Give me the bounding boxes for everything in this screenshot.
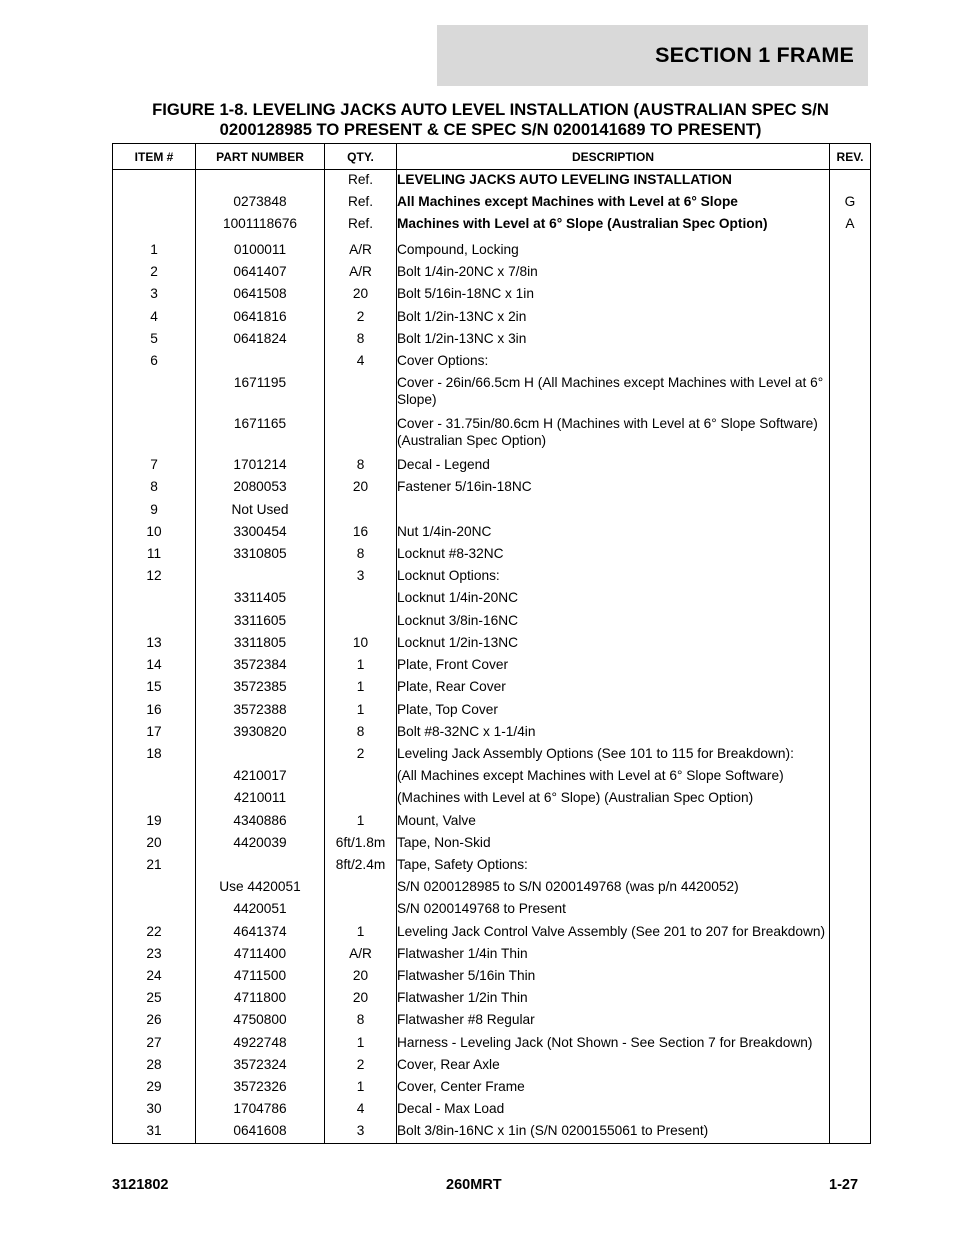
cell-description: Decal - Max Load — [397, 1098, 830, 1120]
cell-description: All Machines except Machines with Level at 6° Slope — [397, 191, 830, 213]
cell-rev — [830, 261, 871, 283]
table-row — [113, 832, 871, 854]
cell-description: Locknut Options: — [397, 565, 830, 587]
cell-part-number: 3311805 — [196, 632, 325, 654]
cell-item — [113, 876, 196, 898]
cell-description: Flatwasher 5/16in Thin — [397, 965, 830, 987]
cell-item: 28 — [113, 1054, 196, 1076]
cell-qty: 1 — [325, 810, 397, 832]
cell-description: Bolt 5/16in-18NC x 1in — [397, 283, 830, 305]
cell-item — [113, 587, 196, 609]
cell-part-number: 3311405 — [196, 587, 325, 609]
table-row — [113, 476, 871, 498]
cell-qty — [325, 499, 397, 521]
cell-rev — [830, 328, 871, 350]
cell-part-number: 3572384 — [196, 654, 325, 676]
cell-item — [113, 787, 196, 809]
table-row — [113, 372, 871, 413]
cell-part-number: 0641608 — [196, 1120, 325, 1142]
cell-item: 15 — [113, 676, 196, 698]
cell-qty: 20 — [325, 987, 397, 1009]
cell-rev — [830, 810, 871, 832]
cell-part-number — [196, 743, 325, 765]
cell-description: Cover Options: — [397, 350, 830, 372]
cell-rev — [830, 921, 871, 943]
cell-description: (Machines with Level at 6° Slope) (Australian Spec Option) — [397, 787, 830, 809]
cell-rev: G — [830, 191, 871, 213]
cell-rev — [830, 1032, 871, 1054]
table-row — [113, 499, 871, 521]
cell-qty: 1 — [325, 699, 397, 721]
cell-rev — [830, 350, 871, 372]
cell-item — [113, 413, 196, 454]
cell-description: Locknut 3/8in-16NC — [397, 610, 830, 632]
header-rev: REV. — [830, 144, 871, 170]
cell-item — [113, 372, 196, 413]
table-row — [113, 587, 871, 609]
table-row — [113, 721, 871, 743]
cell-qty: 2 — [325, 743, 397, 765]
cell-rev — [830, 454, 871, 476]
table-row — [113, 987, 871, 1009]
cell-item: 3 — [113, 283, 196, 305]
cell-qty: 4 — [325, 350, 397, 372]
table-row — [113, 787, 871, 809]
cell-part-number: 4641374 — [196, 921, 325, 943]
cell-description: Bolt #8-32NC x 1-1/4in — [397, 721, 830, 743]
table-row — [113, 454, 871, 476]
table-row — [113, 283, 871, 305]
cell-description: Bolt 3/8in-16NC x 1in (S/N 0200155061 to Present) — [397, 1120, 830, 1142]
cell-part-number: 3311605 — [196, 610, 325, 632]
cell-description: Locknut 1/2in-13NC — [397, 632, 830, 654]
figure-title-line-2: 0200128985 TO PRESENT & CE SPEC S/N 0200141689 TO PRESENT) — [219, 120, 762, 139]
cell-item: 20 — [113, 832, 196, 854]
cell-rev — [830, 565, 871, 587]
cell-item: 26 — [113, 1009, 196, 1031]
header-description: DESCRIPTION — [397, 144, 830, 170]
cell-part-number — [196, 854, 325, 876]
cell-item — [113, 765, 196, 787]
footer-model: 260MRT — [446, 1177, 502, 1193]
cell-rev — [830, 876, 871, 898]
cell-item: 24 — [113, 965, 196, 987]
table-row — [113, 1009, 871, 1031]
cell-item: 9 — [113, 499, 196, 521]
cell-description: Bolt 1/2in-13NC x 2in — [397, 306, 830, 328]
cell-part-number: 4922748 — [196, 1032, 325, 1054]
table-row — [113, 632, 871, 654]
table-row — [113, 213, 871, 235]
cell-part-number: 4420039 — [196, 832, 325, 854]
cell-rev — [830, 239, 871, 261]
cell-description: Fastener 5/16in-18NC — [397, 476, 830, 498]
cell-part-number: 4711500 — [196, 965, 325, 987]
table-row — [113, 239, 871, 261]
cell-part-number: 0100011 — [196, 239, 325, 261]
table-row — [113, 170, 871, 192]
cell-rev — [830, 787, 871, 809]
cell-part-number: 0641824 — [196, 328, 325, 350]
cell-rev — [830, 587, 871, 609]
cell-rev — [830, 943, 871, 965]
cell-rev — [830, 721, 871, 743]
cell-qty: 20 — [325, 476, 397, 498]
cell-item: 11 — [113, 543, 196, 565]
cell-part-number: 3572326 — [196, 1076, 325, 1098]
cell-qty: 8 — [325, 1009, 397, 1031]
cell-description: S/N 0200128985 to S/N 0200149768 (was p/n 4420052) — [397, 876, 830, 898]
table-row — [113, 854, 871, 876]
cell-qty: 16 — [325, 521, 397, 543]
cell-part-number: 4750800 — [196, 1009, 325, 1031]
cell-qty: A/R — [325, 943, 397, 965]
cell-rev — [830, 372, 871, 413]
cell-part-number: Not Used — [196, 499, 325, 521]
cell-description: Tape, Non-Skid — [397, 832, 830, 854]
cell-part-number: 3572324 — [196, 1054, 325, 1076]
cell-part-number — [196, 350, 325, 372]
header-item: ITEM # — [113, 144, 196, 170]
cell-part-number: 4340886 — [196, 810, 325, 832]
cell-description: Decal - Legend — [397, 454, 830, 476]
table-row — [113, 328, 871, 350]
table-row — [113, 810, 871, 832]
cell-qty: 8ft/2.4m — [325, 854, 397, 876]
cell-item: 25 — [113, 987, 196, 1009]
cell-part-number: 3572385 — [196, 676, 325, 698]
filler-cell — [113, 1143, 196, 1144]
cell-item — [113, 898, 196, 920]
cell-rev — [830, 743, 871, 765]
cell-description: Machines with Level at 6° Slope (Australian Spec Option) — [397, 213, 830, 235]
cell-part-number: 3930820 — [196, 721, 325, 743]
cell-part-number: 1701214 — [196, 454, 325, 476]
cell-description: Bolt 1/2in-13NC x 3in — [397, 328, 830, 350]
section-header — [437, 25, 868, 86]
figure-title-line-1: FIGURE 1-8. LEVELING JACKS AUTO LEVEL INSTALLATION (AUSTRALIAN SPEC S/N — [152, 100, 829, 119]
table-row — [113, 921, 871, 943]
cell-item: 6 — [113, 350, 196, 372]
cell-description: Tape, Safety Options: — [397, 854, 830, 876]
cell-item — [113, 170, 196, 192]
table-row — [113, 676, 871, 698]
cell-rev — [830, 610, 871, 632]
cell-item: 18 — [113, 743, 196, 765]
cell-item: 30 — [113, 1098, 196, 1120]
cell-item: 23 — [113, 943, 196, 965]
cell-description: Cover, Rear Axle — [397, 1054, 830, 1076]
table-row — [113, 306, 871, 328]
cell-description: Leveling Jack Control Valve Assembly (See 201 to 207 for Breakdown) — [397, 921, 830, 943]
cell-item: 21 — [113, 854, 196, 876]
cell-part-number: 1671165 — [196, 413, 325, 454]
cell-qty: 1 — [325, 921, 397, 943]
cell-part-number: 4210011 — [196, 787, 325, 809]
cell-qty — [325, 898, 397, 920]
cell-description: Plate, Top Cover — [397, 699, 830, 721]
parts-table — [112, 143, 871, 1144]
table-row — [113, 261, 871, 283]
table-row — [113, 1120, 871, 1142]
cell-item — [113, 191, 196, 213]
cell-rev — [830, 1098, 871, 1120]
cell-rev — [830, 832, 871, 854]
cell-item: 5 — [113, 328, 196, 350]
cell-rev — [830, 499, 871, 521]
cell-description: Locknut #8-32NC — [397, 543, 830, 565]
table-row — [113, 543, 871, 565]
cell-description: Bolt 1/4in-20NC x 7/8in — [397, 261, 830, 283]
cell-qty: 4 — [325, 1098, 397, 1120]
table-row — [113, 521, 871, 543]
table-row — [113, 350, 871, 372]
cell-rev — [830, 765, 871, 787]
cell-qty: 8 — [325, 328, 397, 350]
cell-qty: A/R — [325, 239, 397, 261]
cell-part-number: 3572388 — [196, 699, 325, 721]
footer-page-number: 1-27 — [829, 1177, 859, 1193]
header-part-number: PART NUMBER — [196, 144, 325, 170]
cell-qty: 8 — [325, 543, 397, 565]
cell-part-number: 3300454 — [196, 521, 325, 543]
cell-rev — [830, 1009, 871, 1031]
cell-part-number: 4711800 — [196, 987, 325, 1009]
cell-item: 13 — [113, 632, 196, 654]
cell-qty — [325, 413, 397, 454]
cell-part-number: 3310805 — [196, 543, 325, 565]
table-row — [113, 654, 871, 676]
cell-rev — [830, 170, 871, 192]
cell-rev: A — [830, 213, 871, 235]
cell-item: 31 — [113, 1120, 196, 1142]
cell-item: 1 — [113, 239, 196, 261]
cell-part-number: 0273848 — [196, 191, 325, 213]
cell-rev — [830, 654, 871, 676]
cell-qty: 1 — [325, 1076, 397, 1098]
cell-item: 12 — [113, 565, 196, 587]
cell-qty: 20 — [325, 965, 397, 987]
cell-part-number: 0641508 — [196, 283, 325, 305]
cell-item: 29 — [113, 1076, 196, 1098]
cell-rev — [830, 699, 871, 721]
cell-rev — [830, 1054, 871, 1076]
cell-description: Flatwasher 1/2in Thin — [397, 987, 830, 1009]
cell-description: Mount, Valve — [397, 810, 830, 832]
cell-qty: A/R — [325, 261, 397, 283]
cell-rev — [830, 306, 871, 328]
cell-qty: 2 — [325, 306, 397, 328]
cell-item: 17 — [113, 721, 196, 743]
cell-description: Nut 1/4in-20NC — [397, 521, 830, 543]
table-row — [113, 965, 871, 987]
table-row — [113, 1032, 871, 1054]
cell-item: 8 — [113, 476, 196, 498]
cell-description: Plate, Rear Cover — [397, 676, 830, 698]
cell-qty: 3 — [325, 565, 397, 587]
cell-part-number: 0641816 — [196, 306, 325, 328]
cell-qty — [325, 765, 397, 787]
cell-part-number: Use 4420051 — [196, 876, 325, 898]
table-row — [113, 1054, 871, 1076]
cell-qty: 6ft/1.8m — [325, 832, 397, 854]
table-header-row — [113, 144, 871, 170]
cell-qty — [325, 610, 397, 632]
cell-description: Flatwasher 1/4in Thin — [397, 943, 830, 965]
cell-part-number: 4210017 — [196, 765, 325, 787]
cell-description: Cover, Center Frame — [397, 1076, 830, 1098]
cell-rev — [830, 676, 871, 698]
cell-item: 10 — [113, 521, 196, 543]
cell-qty: 2 — [325, 1054, 397, 1076]
filler-cell — [830, 1143, 871, 1144]
cell-description: Compound, Locking — [397, 239, 830, 261]
cell-rev — [830, 521, 871, 543]
table-row — [113, 898, 871, 920]
cell-qty: 1 — [325, 654, 397, 676]
cell-rev — [830, 476, 871, 498]
section-title: SECTION 1 FRAME — [655, 43, 854, 67]
table-row — [113, 1098, 871, 1120]
cell-qty: Ref. — [325, 191, 397, 213]
cell-part-number: 1671195 — [196, 372, 325, 413]
header-qty: QTY. — [325, 144, 397, 170]
cell-description: Plate, Front Cover — [397, 654, 830, 676]
table-row — [113, 610, 871, 632]
cell-item: 4 — [113, 306, 196, 328]
filler-cell — [325, 1143, 397, 1144]
table-row — [113, 191, 871, 213]
cell-qty: 3 — [325, 1120, 397, 1142]
cell-rev — [830, 413, 871, 454]
cell-part-number: 4420051 — [196, 898, 325, 920]
table-body — [113, 170, 871, 1144]
cell-description: Cover - 31.75in/80.6cm H (Machines with Level at 6° Slope Software) (Australian Spec Option) — [397, 413, 830, 454]
cell-description: Harness - Leveling Jack (Not Shown - See Section 7 for Breakdown) — [397, 1032, 830, 1054]
cell-item: 14 — [113, 654, 196, 676]
cell-description: (All Machines except Machines with Level at 6° Slope Software) — [397, 765, 830, 787]
cell-description: Cover - 26in/66.5cm H (All Machines except Machines with Level at 6° Slope) — [397, 372, 830, 413]
table-row — [113, 699, 871, 721]
cell-qty — [325, 787, 397, 809]
cell-qty — [325, 587, 397, 609]
cell-part-number: 1001118676 — [196, 213, 325, 235]
table-row — [113, 1076, 871, 1098]
cell-qty — [325, 876, 397, 898]
cell-item: 22 — [113, 921, 196, 943]
cell-qty: 1 — [325, 676, 397, 698]
cell-rev — [830, 283, 871, 305]
cell-item: 7 — [113, 454, 196, 476]
cell-item — [113, 610, 196, 632]
cell-rev — [830, 632, 871, 654]
cell-rev — [830, 854, 871, 876]
cell-part-number: 2080053 — [196, 476, 325, 498]
cell-rev — [830, 1120, 871, 1142]
cell-qty: 8 — [325, 454, 397, 476]
cell-item: 19 — [113, 810, 196, 832]
cell-description: Flatwasher #8 Regular — [397, 1009, 830, 1031]
cell-rev — [830, 543, 871, 565]
cell-rev — [830, 965, 871, 987]
cell-qty: Ref. — [325, 213, 397, 235]
cell-qty: 10 — [325, 632, 397, 654]
table-row — [113, 565, 871, 587]
figure-title — [112, 100, 869, 140]
cell-description — [397, 499, 830, 521]
cell-qty — [325, 372, 397, 413]
cell-qty: 20 — [325, 283, 397, 305]
cell-qty: 8 — [325, 721, 397, 743]
cell-part-number: 4711400 — [196, 943, 325, 965]
cell-qty: Ref. — [325, 170, 397, 192]
filler-cell — [397, 1143, 830, 1144]
cell-item: 2 — [113, 261, 196, 283]
filler-cell — [196, 1143, 325, 1144]
cell-rev — [830, 898, 871, 920]
cell-rev — [830, 987, 871, 1009]
footer-doc-number: 3121802 — [112, 1177, 169, 1193]
table-row — [113, 413, 871, 454]
cell-description: S/N 0200149768 to Present — [397, 898, 830, 920]
cell-qty: 1 — [325, 1032, 397, 1054]
cell-item: 16 — [113, 699, 196, 721]
cell-item: 27 — [113, 1032, 196, 1054]
cell-part-number — [196, 565, 325, 587]
table-row — [113, 743, 871, 765]
table-row — [113, 943, 871, 965]
cell-description: Locknut 1/4in-20NC — [397, 587, 830, 609]
cell-part-number — [196, 170, 325, 192]
cell-description: LEVELING JACKS AUTO LEVELING INSTALLATION — [397, 170, 830, 192]
cell-description: Leveling Jack Assembly Options (See 101 to 115 for Breakdown): — [397, 743, 830, 765]
cell-part-number: 0641407 — [196, 261, 325, 283]
table-row — [113, 765, 871, 787]
cell-item — [113, 213, 196, 235]
table-row — [113, 876, 871, 898]
cell-rev — [830, 1076, 871, 1098]
cell-part-number: 1704786 — [196, 1098, 325, 1120]
table-filler-row — [113, 1143, 871, 1144]
